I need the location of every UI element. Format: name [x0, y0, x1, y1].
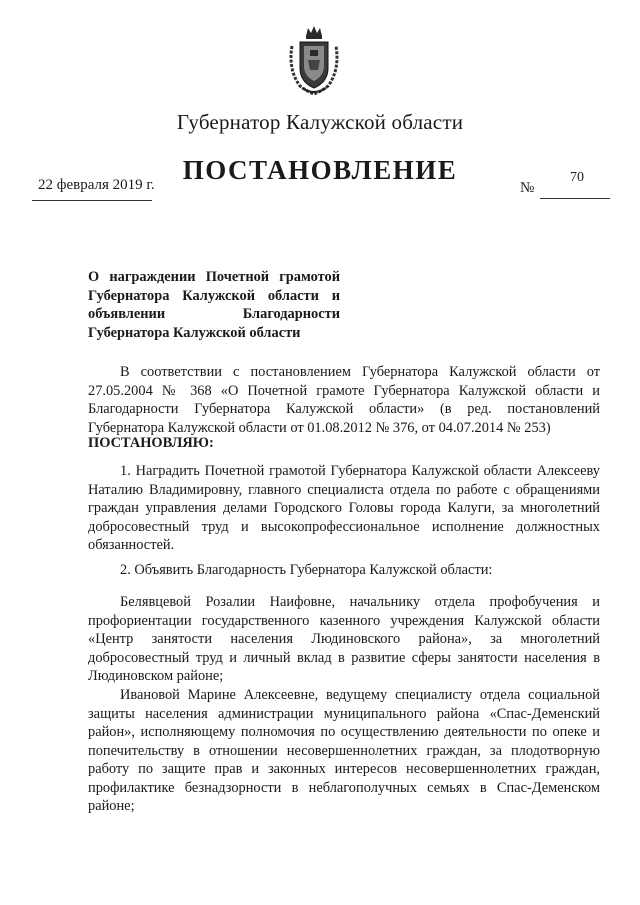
awardee-1-paragraph: Белявцевой Розалии Наифовне, начальнику отдела профобучения и профориентации государственного казенного учреждения Калужской области «Центр занятости населения Людиновского района», за многолетний добросовестный труд и личный вклад в развитие сферы занятости населения в Людиновском районе;: [88, 594, 600, 684]
document-subject: О награждении Почетной грамотой Губернатора Калужской области и объявлении Благодарности Губернатора Калужской области: [88, 269, 340, 341]
coat-of-arms-emblem: [286, 24, 342, 96]
number-underline: [540, 198, 610, 199]
preamble-paragraph: В соответствии с постановлением Губернатора Калужской области от 27.05.2004 № 368 «О Почетной грамоте Губернатора Калужской области и Благодарности Губернатора Калужской области» (в ред. постановлений Губернатора Калужской области от 01.08.2012 № 376, от 04.07.2014 № 253): [88, 364, 600, 436]
date-underline: [32, 200, 152, 201]
document-number: 70: [570, 170, 584, 185]
document-date: 22 февраля 2019 г.: [38, 177, 155, 193]
awardee-2-paragraph: Ивановой Марине Алексеевне, ведущему специалисту отдела социальной защиты населения администрации муниципального района «Спас-Деменский район», исполняющему полномочия по осуществлению деятельности по опеке и попечительству в отношении несовершеннолетних граждан, за плодотворную работу по защите прав и законных интересов несовершеннолетних граждан, профилактике безнадзорности в неблагополучных семьях в Спас-Деменском районе;: [88, 687, 600, 814]
item-1-paragraph: 1. Наградить Почетной грамотой Губернатора Калужской области Алексееву Наталию Владимировну, главного специалиста отдела по работе с обращениями граждан управления делами Городского Головы города Калуги, за многолетний добросовестный труд и высокопрофессиональное исполнение должностных обязанностей.: [88, 463, 600, 553]
number-sign: №: [520, 180, 535, 196]
issuing-authority: Губернатор Калужской области: [176, 110, 464, 134]
document-type-title: ПОСТАНОВЛЕНИЕ: [182, 155, 458, 185]
decree-word: ПОСТАНОВЛЯЮ:: [88, 435, 214, 451]
item-2-paragraph: 2. Объявить Благодарность Губернатора Калужской области:: [120, 562, 493, 578]
